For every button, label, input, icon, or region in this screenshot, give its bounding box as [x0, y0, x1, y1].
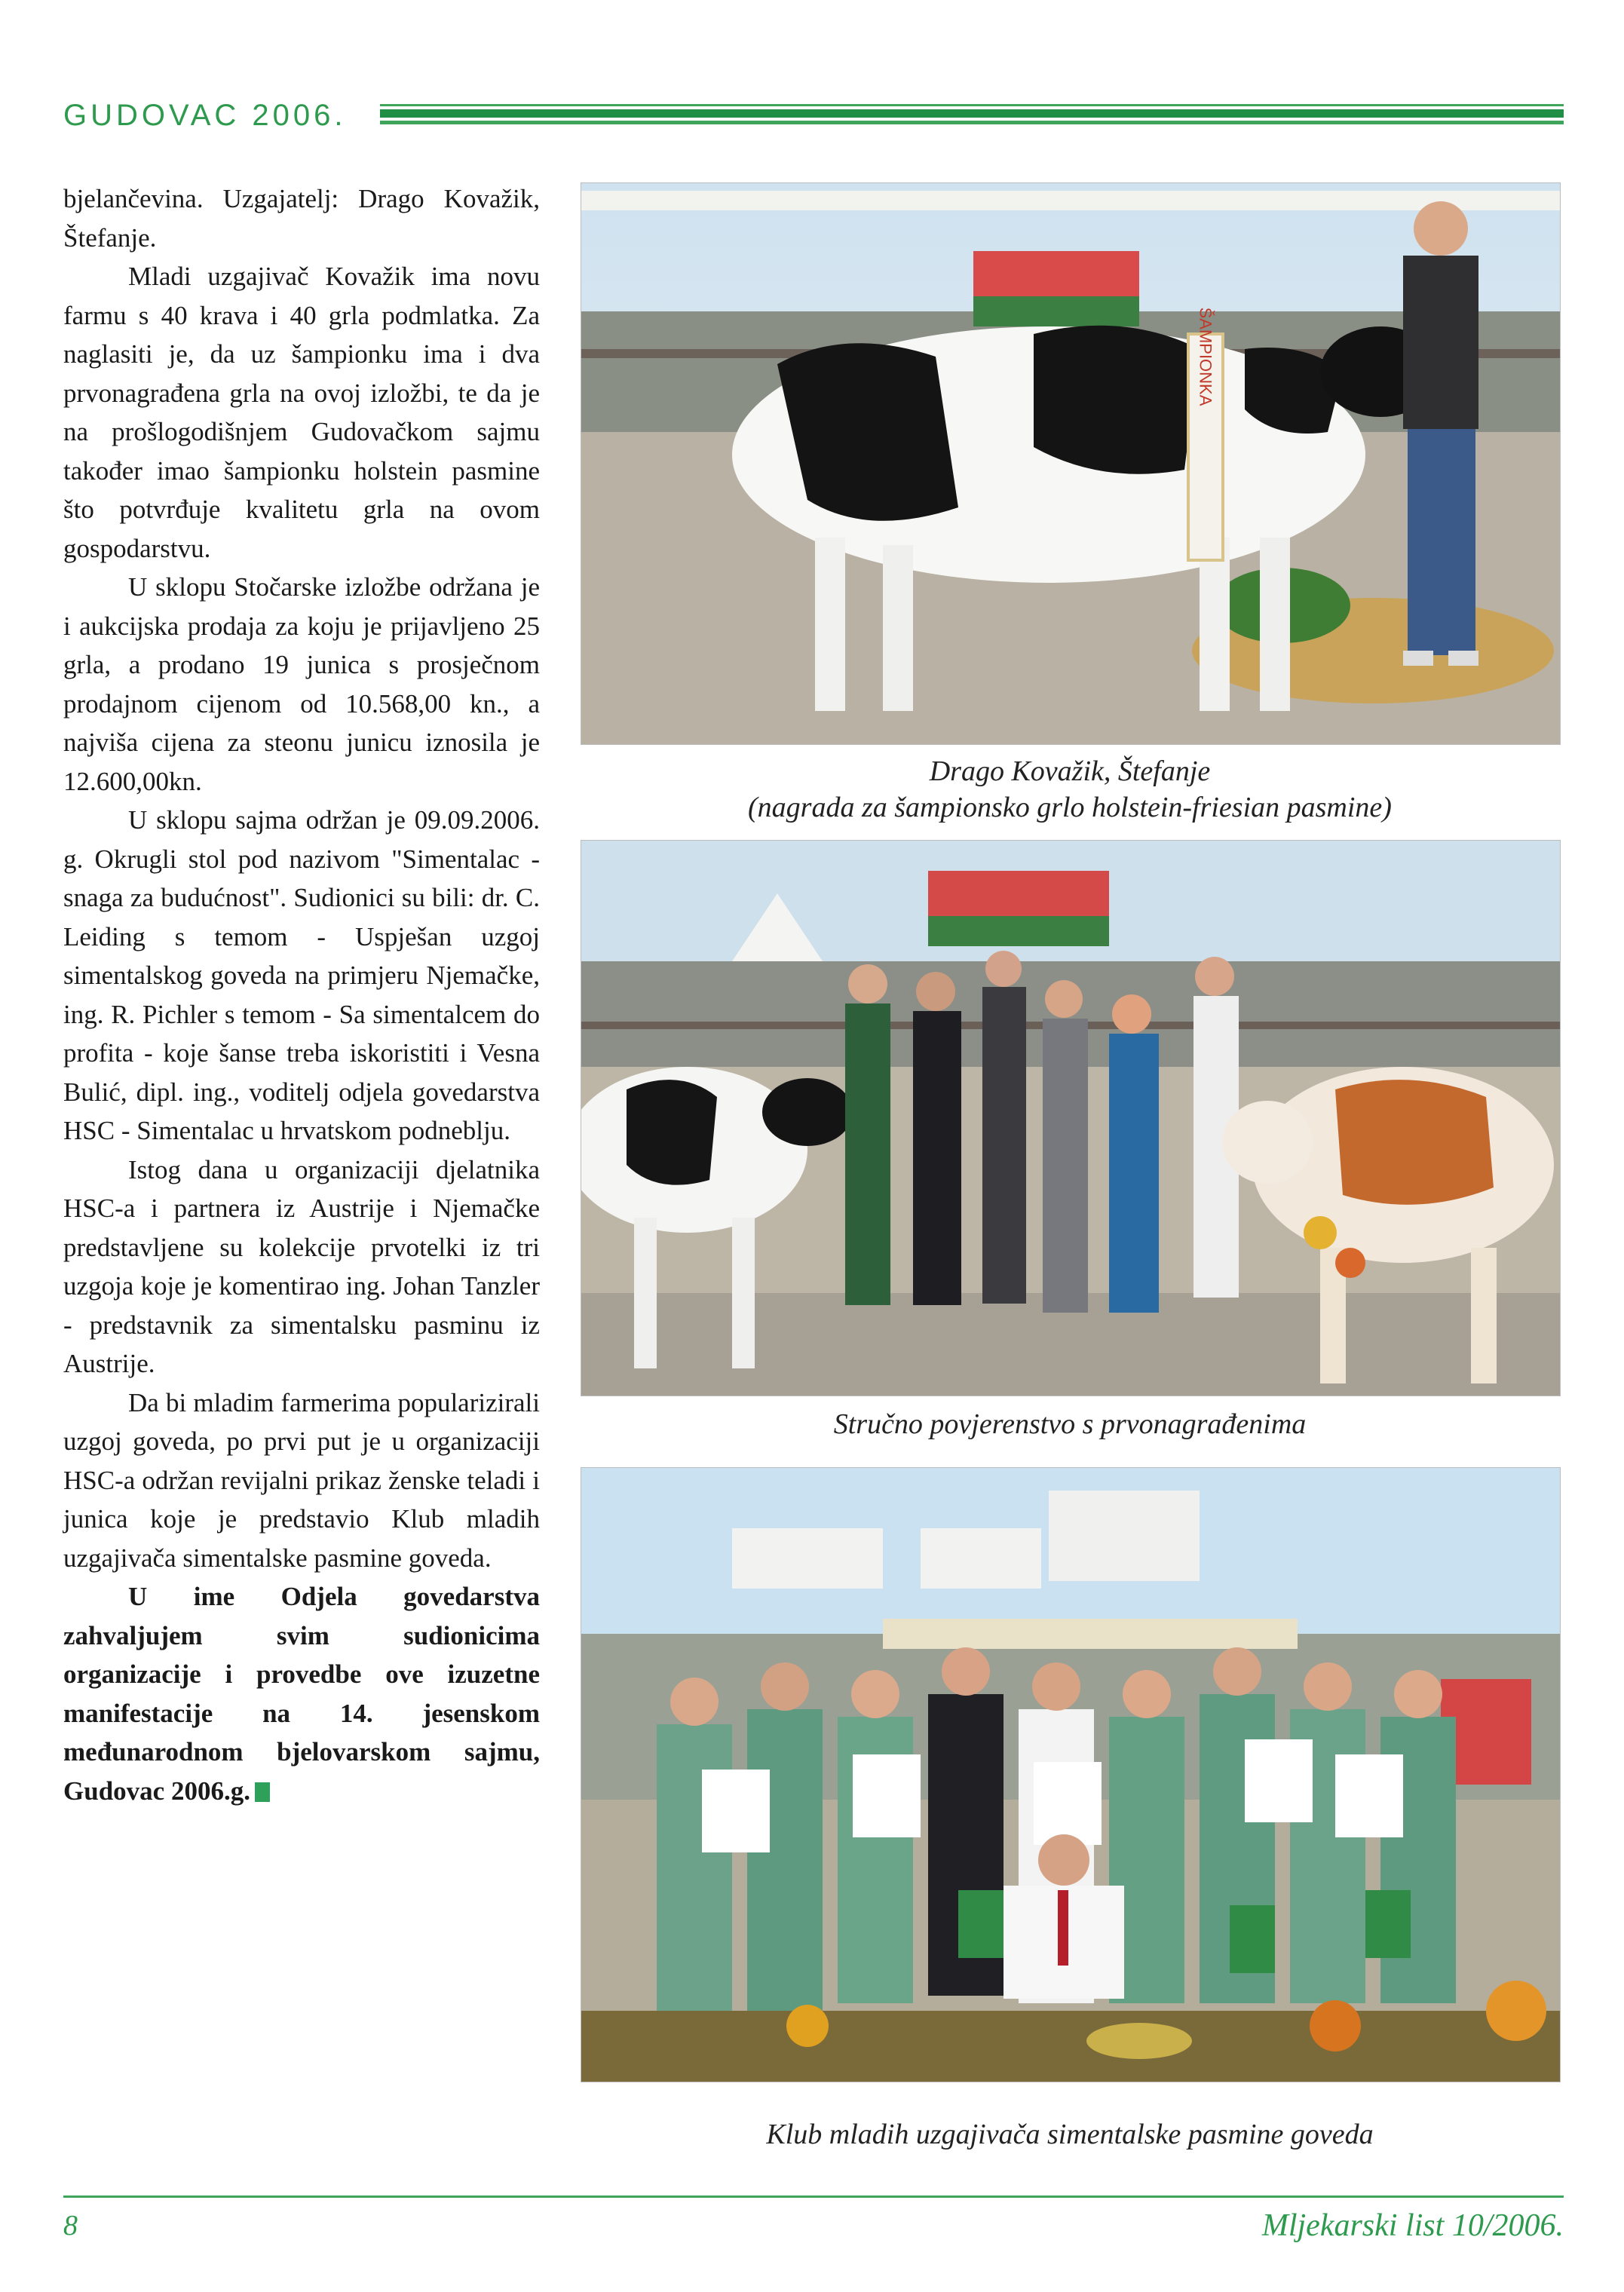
paragraph-3: U sklopu Stočarske izložbe održana je i aukcijska prodaja za koju je prijavljeno 25 grla, a prodano 19 junica s prosječnom prodajnom cijenom od 10.568,00 kn., a najviša cijena za steonu junicu iznosila je 12.600,00kn.	[63, 572, 540, 796]
end-mark-icon	[255, 1782, 270, 1802]
paragraph-1: bjelančevina. Uzgajatelj: Drago Kovažik, Štefanje.	[63, 184, 540, 253]
journal-name: Mljekarski list 10/2006.	[1261, 2208, 1564, 2243]
caption-young-breeders: Klub mladih uzgajivača simentalske pasmine goveda	[766, 2119, 1374, 2150]
footer-rule	[63, 2195, 1564, 2198]
paragraph-6: Da bi mladim farmerima popularizirali uzgoj goveda, po prvi put je u organizaciji HSC-a održan revijalni prikaz ženske teladi i junica koje je predstavio Klub mladih uzgajivača simentalske pasmine goveda.	[63, 1387, 540, 1573]
closing-text: U ime Odjela govedarstva zahvaljujem svim sudionicima organizacije i provedbe ove izuzetne manifestacije na 14. jesenskom međunarodnom bjelovarskom sajmu, Gudovac 2006.g.	[63, 1582, 540, 1806]
paragraph-7	[63, 1577, 540, 1810]
header-rule	[380, 104, 1564, 131]
running-head: GUDOVAC 2006.	[63, 99, 347, 132]
caption-jury: Stručno povjerenstvo s prvonagrađenima	[833, 1408, 1307, 1440]
paragraph-5: Istog dana u organizaciji djelatnika HSC-a i partnera iz Austrije i Njemačke predstavljene su kolekcije prvotelki iz tri uzgoja koje je komentirao ing. Johan Tanzler - predstavnik za simentalsku pasminu iz Austrije.	[63, 1154, 540, 1378]
sash-label: ŠAMPIONKA	[1196, 307, 1215, 406]
article-text	[63, 179, 540, 1810]
paragraph-2: Mladi uzgajivač Kovažik ima novu farmu s 40 krava i 40 grla podmlatka. Za naglasiti je, da uz šampionku ima i dva prvonagrađena grla na ovoj izložbi, te da je na prošlogodišnjem Gudovačkom sajmu također imao šampionku holstein pasmine što potvrđuje kvalitetu grla na ovom gospodarstvu.	[63, 262, 540, 563]
caption-champion-line1: Drago Kovažik, Štefanje	[929, 755, 1211, 787]
caption-champion-line2: (nagrada za šampionsko grlo holstein-friesian pasmine)	[748, 792, 1392, 823]
photo-champion-cow	[581, 182, 1561, 745]
page-header	[63, 97, 1564, 139]
paragraph-4: U sklopu sajma održan je 09.09.2006. g. Okrugli stol pod nazivom "Simentalac - snaga za budućnost". Sudionici su bili: dr. C. Leiding s temom - Uspješan uzgoj simentalskog goveda na primjeru Njemačke, ing. R. Pichler s temom - Sa simentalcem do profita - koje šanse treba iskoristiti i Vesna Bulić, dipl. ing., voditelj odjela govedarstva HSC - Simentalac u hrvatskom podneblju.	[63, 805, 540, 1145]
page-number: 8	[63, 2210, 78, 2241]
photo-young-breeders	[581, 1467, 1561, 2082]
photo-jury	[581, 840, 1561, 1396]
